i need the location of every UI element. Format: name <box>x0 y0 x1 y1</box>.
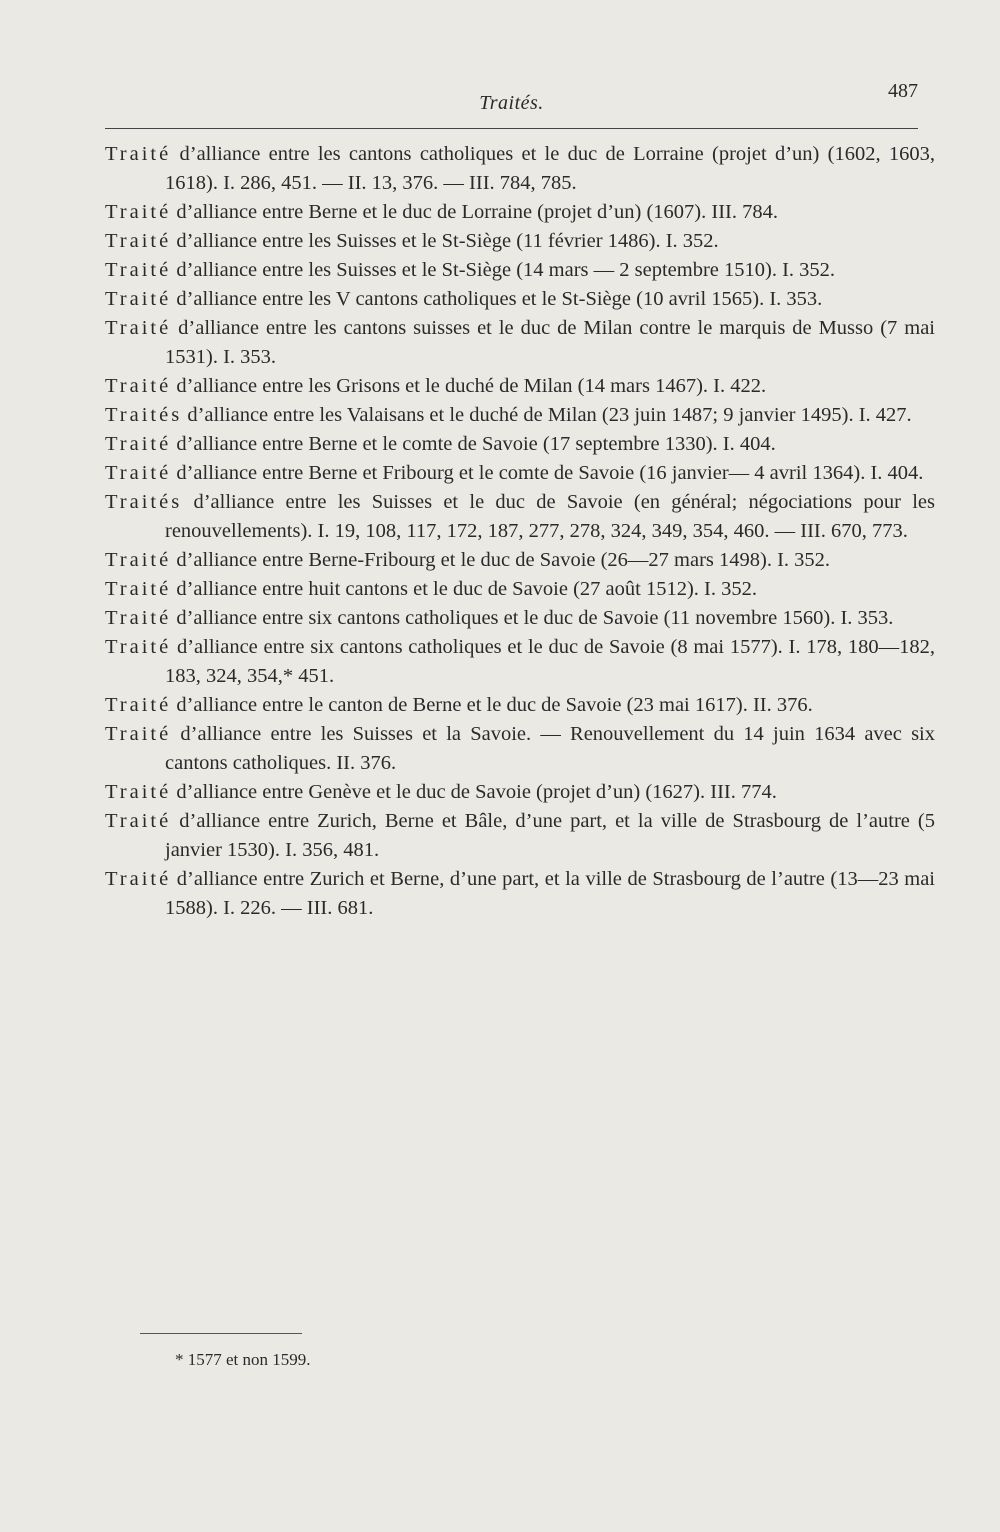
entry-headword: Traité <box>105 201 172 223</box>
entry-headword: Traité <box>105 781 172 803</box>
entry-headword: Traité <box>105 549 172 571</box>
entry-text: d’alliance entre six cantons catholiques et le duc de Savoie (8 mai 1577). I. 178, 180—182, 183, 324, 354,* 451. <box>165 636 935 687</box>
entry-headword: Traité <box>105 607 172 629</box>
index-entry <box>105 488 935 546</box>
entry-text: d’alliance entre Berne et le duc de Lorraine (projet d’un) (1607). III. 784. <box>171 201 778 223</box>
entry-headword: Traité <box>105 433 172 455</box>
entry-headword: Traité <box>105 143 172 165</box>
entry-headword: Traité <box>105 230 172 252</box>
index-entry <box>105 256 935 285</box>
entry-headword: Traité <box>105 375 172 397</box>
entry-text: d’alliance entre les V cantons catholiques et le St-Siège (10 avril 1565). I. 353. <box>171 288 823 310</box>
index-entry <box>105 198 935 227</box>
entry-text: d’alliance entre Berne et le comte de Savoie (17 septembre 1330). I. 404. <box>171 433 776 455</box>
index-entry <box>105 285 935 314</box>
index-entry <box>105 140 935 198</box>
entry-headword: Traités <box>105 404 183 426</box>
entry-text: d’alliance entre les Suisses et le St-Siège (14 mars — 2 septembre 1510). I. 352. <box>171 259 836 281</box>
entry-headword: Traité <box>105 259 172 281</box>
index-entries <box>105 140 935 923</box>
footnote: * 1577 et non 1599. <box>175 1350 311 1369</box>
entry-text: d’alliance entre Berne et Fribourg et le comte de Savoie (16 janvier— 4 avril 1364). I. 404. <box>171 462 924 484</box>
index-entry <box>105 865 935 923</box>
index-entry <box>105 633 935 691</box>
entry-headword: Traités <box>105 491 183 513</box>
index-entry <box>105 430 935 459</box>
entry-text: d’alliance entre huit cantons et le duc de Savoie (27 août 1512). I. 352. <box>171 578 757 600</box>
entry-headword: Traité <box>105 462 172 484</box>
entry-headword: Traité <box>105 694 172 716</box>
index-entry <box>105 604 935 633</box>
entry-text: d’alliance entre les Suisses et la Savoie. — Renouvellement du 14 juin 1634 avec six cantons catholiques. II. 376. <box>165 723 935 774</box>
entry-headword: Traité <box>105 636 172 658</box>
entry-headword: Traité <box>105 810 172 832</box>
entry-text: d’alliance entre les Grisons et le duché de Milan (14 mars 1467). I. 422. <box>171 375 767 397</box>
entry-headword: Traité <box>105 868 172 890</box>
running-header <box>105 80 918 129</box>
entry-text: d’alliance entre les cantons suisses et le duc de Milan contre le marquis de Musso (7 mai 1531). I. 353. <box>165 317 935 368</box>
entry-text: d’alliance entre Zurich, Berne et Bâle, d’une part, et la ville de Strasbourg de l’autre (5 janvier 1530). I. 356, 481. <box>165 810 935 861</box>
entry-text: d’alliance entre Zurich et Berne, d’une part, et la ville de Strasbourg de l’autre (13—23 mai 1588). I. 226. — III. 681. <box>165 868 935 919</box>
index-entry <box>105 575 935 604</box>
entry-headword: Traité <box>105 288 172 310</box>
page-number: 487 <box>888 80 918 102</box>
footnote-divider <box>140 1333 302 1334</box>
entry-text: d’alliance entre les Suisses et le St-Siège (11 février 1486). I. 352. <box>171 230 719 252</box>
index-entry <box>105 227 935 256</box>
index-entry <box>105 459 935 488</box>
index-entry <box>105 314 935 372</box>
entry-text: d’alliance entre Berne-Fribourg et le duc de Savoie (26—27 mars 1498). I. 352. <box>171 549 831 571</box>
index-entry <box>105 807 935 865</box>
index-entry <box>105 401 935 430</box>
entry-headword: Traité <box>105 317 172 339</box>
entry-text: d’alliance entre le canton de Berne et le duc de Savoie (23 mai 1617). II. 376. <box>171 694 813 716</box>
index-entry <box>105 720 935 778</box>
running-title: Traités. <box>479 92 544 114</box>
index-entry <box>105 546 935 575</box>
entry-text: d’alliance entre les cantons catholiques et le duc de Lorraine (projet d’un) (1602, 1603, 1618). I. 286, 451. — II. 13, 376. — III. 784, 785. <box>165 143 935 194</box>
index-entry <box>105 778 935 807</box>
entry-headword: Traité <box>105 578 172 600</box>
entry-headword: Traité <box>105 723 172 745</box>
entry-text: d’alliance entre les Suisses et le duc de Savoie (en général; négociations pour les renouvellements). I. 19, 108, 117, 172, 187, 277, 278, 324, 349, 354, 460. — III. 670, 773. <box>165 491 935 542</box>
entry-text: d’alliance entre six cantons catholiques et le duc de Savoie (11 novembre 1560). I. 353. <box>171 607 894 629</box>
entry-text: d’alliance entre Genève et le duc de Savoie (projet d’un) (1627). III. 774. <box>171 781 777 803</box>
index-entry <box>105 691 935 720</box>
entry-text: d’alliance entre les Valaisans et le duché de Milan (23 juin 1487; 9 janvier 1495). I. 427. <box>182 404 912 426</box>
index-entry <box>105 372 935 401</box>
